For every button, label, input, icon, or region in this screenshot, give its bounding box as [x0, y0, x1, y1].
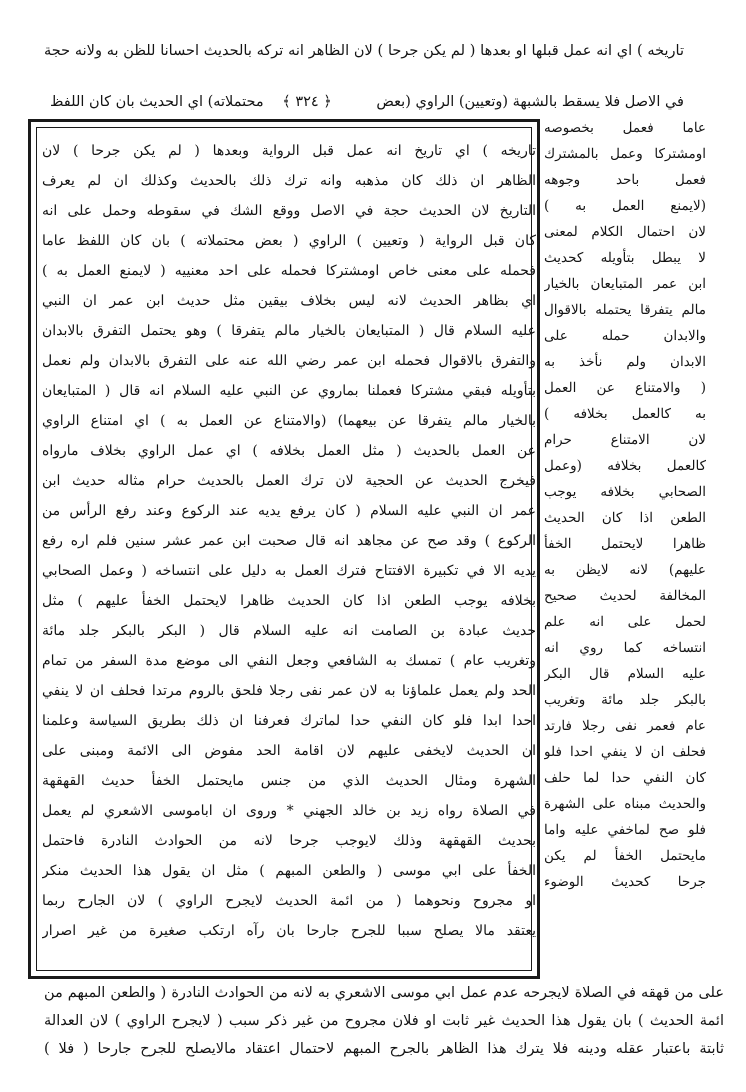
margin-line: اومشتركا وعمل بالمشترك — [544, 146, 706, 162]
header-left-text: في الاصل فلا يسقط بالشبهة (وتعيين) الراوي (بعض — [376, 94, 684, 110]
margin-line: والابدان حمله على — [544, 328, 706, 344]
main-text-line: وتغريب عام ) تمسك به الشافعي وجعل النفي الى موضع مدة السفر من تمام — [42, 653, 536, 669]
main-text-line: يديه الا في تكبيرة الافتتاح فترك العمل به دليل على انتساخه ( وعمل الصحابي — [42, 563, 536, 579]
margin-line: الصحابي بخلافه يوجب — [544, 484, 706, 500]
main-text-line: ان الحديث لايخفى عليهم لان اقامة الحد مفوض الى الائمة ومبنى على — [42, 743, 536, 759]
main-text-line: تاريخه ) اي تاريخ انه عمل قبل الرواية وبعدها ( لم يكن جرحا ) لان — [42, 143, 536, 159]
margin-line: بالبكر جلد مائة وتغريب — [544, 692, 706, 708]
margin-line: لحمل على انه علم — [544, 614, 706, 630]
margin-line: به كالعمل بخلافه ) — [544, 406, 706, 422]
ornament-right: ﴾ — [282, 94, 291, 110]
page-number: ٣٢٤ — [295, 94, 319, 110]
main-text-line: الشهرة ومثال الحديث الذي من جنس مايحتمل الخفأ حديث القهقهة — [42, 773, 536, 789]
margin-line: عليه السلام قال البكر — [544, 666, 706, 682]
margin-line: فعمل باحد وجوهه — [544, 172, 706, 188]
margin-line: انتساخه كما روي انه — [544, 640, 706, 656]
main-text-line: او مجروح ونحوهما ( من ائمة الحديث لايجرح الراوي ) لان الجارح ربما — [42, 893, 536, 909]
main-text-line: حديث عبادة بن الصامت انه عليه السلام قال ( البكر بالبكر جلد مائة — [42, 623, 536, 639]
main-text-line: احدا ابدا فلو كان النفي حدا لماترك فعرفنا ان ذلك بطريق السياسة وعلمنا — [42, 713, 536, 729]
main-text-line: عليه السلام قال ( المتبايعان بالخيار مالم يتفرقا ) وهو يحتمل التفرق بالابدان — [42, 323, 536, 339]
margin-line: لا يبطل بتأويله كحديث — [544, 250, 706, 266]
margin-line: كالعمل بخلافه (وعمل — [544, 458, 706, 474]
header-right-text: محتملاته) اي الحديث بان كان اللفظ — [50, 94, 264, 110]
main-text-line: الخفأ على ابي موسى ( والطعن المبهم ) مثل ان يقول هذا الحديث منكر — [42, 863, 536, 879]
margin-line: ظاهرا لايحتمل الخفأ — [544, 536, 706, 552]
bottom-text-line: ائمة الحديث ) بان يقول هذا الحديث غير ثابت او فلان مجروح من غير ذكر سبب ( لايجرح الراوي ) لان العدالة — [44, 1013, 724, 1029]
bottom-text-line: على من قهقه في الصلاة لايجرحه عدم عمل ابي موسى الاشعري به لانه من الحوادث النادرة ( والطعن المبهم من — [44, 985, 724, 1001]
main-text-line: والتفرق بالاقوال فحمله ابن عمر رضي الله عنه على التفرق بالابدان ولم نعمل — [42, 353, 536, 369]
main-text-line: فحمله على معنى خاص اومشتركا فحمله على احد معنييه ( لايمنع العمل به ) — [42, 263, 536, 279]
margin-line: لان احتمال الكلام لمعنى — [544, 224, 706, 240]
margin-line: المخالفة لحديث صحيح — [544, 588, 706, 604]
main-text-line: عن العمل بالحديث ( مثل العمل بخلافه ) اي عمل الراوي بخلاف مارواه — [42, 443, 536, 459]
page-number-ornament — [278, 94, 332, 110]
main-text-line: التاريخ لان الحديث حجة في الاصل ووقع الشك في سقوطه وحمل على انه — [42, 203, 536, 219]
main-text-line: الركوع ) وقد صح عن مجاهد انه قال صحبت ابن عمر عشر سنين فلم اره رفع — [42, 533, 536, 549]
main-text-line: فيخرج الحديث عن الحجية لان ترك العمل بالحديث حرام مثاله حديث ابن — [42, 473, 536, 489]
main-text-line: بخلافه يوجب الطعن اذا كان الحديث ظاهرا لايحتمل الخفأ عليهم ) مثل — [42, 593, 536, 609]
main-text-line: في الصلاة رواه زيد بن خالد الجهني * وروى ان اباموسى الاشعري لم يعمل — [42, 803, 536, 819]
main-text-line: الظاهر ان ذلك كان مذهبه وانه ترك ذلك بالحديث وكذلك ان لم يعرف — [42, 173, 536, 189]
margin-line: لان الامتناع حرام — [544, 432, 706, 448]
margin-line: ( والامتناع عن العمل — [544, 380, 706, 396]
main-text-line: عمر ان النبي عليه السلام ( كان يرفع يديه عند الركوع وعند رفع الرأس من — [42, 503, 536, 519]
margin-line: الابدان ولم نأخذ به — [544, 354, 706, 370]
margin-line: كان النفي حدا لما حلف — [544, 770, 706, 786]
margin-line: فلو صح لماخفي عليه واما — [544, 822, 706, 838]
main-text-line: بالخيار مالم يتفرقا عن بيعهما) (والامتناع عن العمل به ) اي امتناع الراوي — [42, 413, 536, 429]
page-header-line — [44, 91, 684, 113]
margin-line: والحديث مبناه على الشهرة — [544, 796, 706, 812]
margin-line: عام فعمر نفى رجلا فارتد — [544, 718, 706, 734]
margin-line: مايحتمل الخفأ لم يكن — [544, 848, 706, 864]
margin-line: جرحا كحديث الوضوء — [544, 874, 706, 890]
main-text-line: بتأويله فبقي مشتركا فعملنا بماروي عن النبي عليه السلام انه قال ( المتبايعان — [42, 383, 536, 399]
ornament-left: ﴿ — [323, 94, 332, 110]
top-text-line-1: تاريخه ) اي انه عمل قبلها او بعدها ( لم يكن جرحا ) لان الظاهر انه تركه بالحديث احسانا للظن به ولانه حجة — [44, 43, 684, 59]
margin-line: عليهم) لانه لايظن به — [544, 562, 706, 578]
margin-line: ابن عمر المتبايعان بالخيار — [544, 276, 706, 292]
margin-line: فحلف ان لا ينفي احدا فلو — [544, 744, 706, 760]
margin-line: (لايمنع العمل به ) — [544, 198, 706, 214]
main-text-line: اي بظاهر الحديث لانه ليس بخلاف بيقين مثل حديث ابن عمر ان النبي — [42, 293, 536, 309]
margin-line: عاما فعمل بخصوصه — [544, 120, 706, 136]
main-text-line: كان قبل الرواية ( وتعيين ) الراوي ( بعض محتملاته ) بان كان اللفظ عاما — [42, 233, 536, 249]
main-text-line: الحد ولم يعمل علماؤنا به لان عمر نفى رجلا فلحق بالروم مرتدا فحلف ان لا ينفي — [42, 683, 536, 699]
main-text-line: بحديث القهقهة وذلك لايوجب جرحا لانه من الحوادث النادرة فاحتمل — [42, 833, 536, 849]
margin-line: مالم يتفرقا يحتمله بالاقوال — [544, 302, 706, 318]
bottom-text-line: ثابتة باعتبار عقله ودينه فلا يترك هذا الظاهر بالجرح المبهم لاحتمال اعتقاد مالايصلح للجرح جارحا ( فلا ) — [44, 1041, 724, 1057]
main-text-line: يعتقد مالا يصلح سببا للجرح جارحا بان رآه ارتكب صغيرة من غير اصرار — [42, 923, 536, 939]
margin-line: الطعن اذا كان الحديث — [544, 510, 706, 526]
